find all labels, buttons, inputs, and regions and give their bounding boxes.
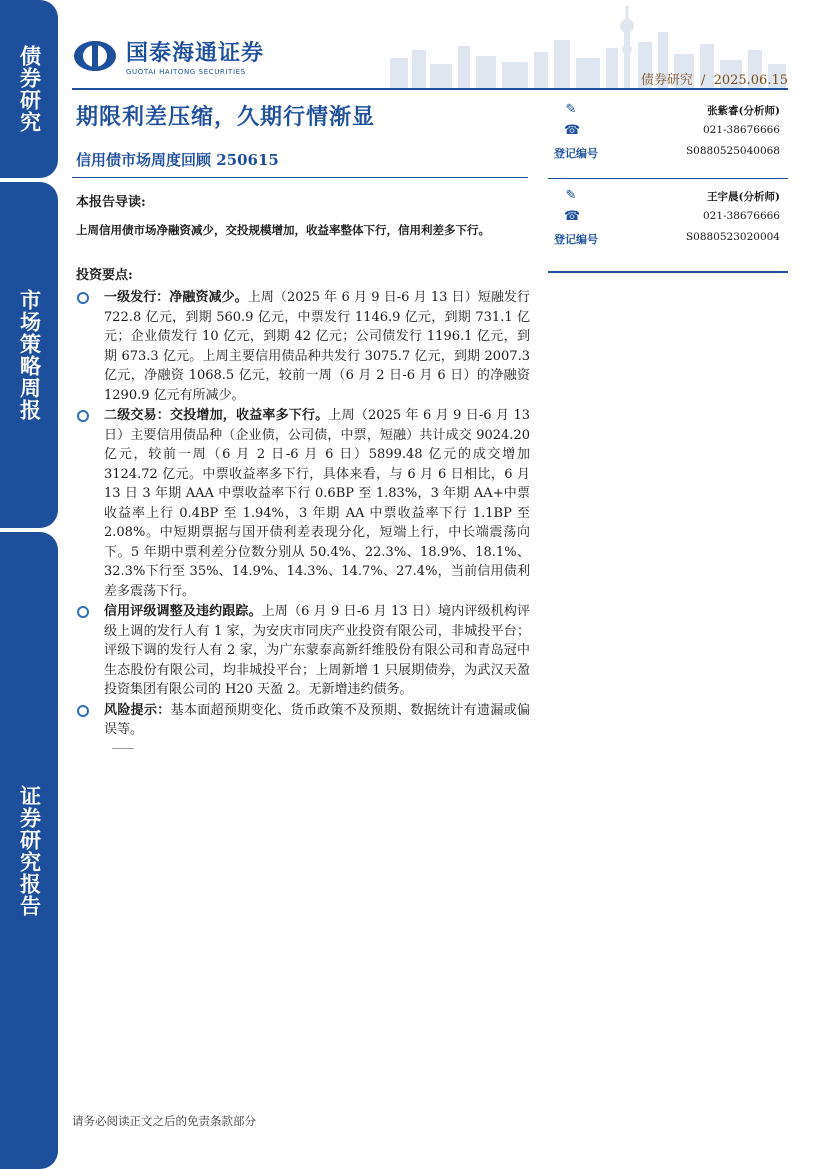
key-point-rating-default — [74, 602, 530, 700]
analyst-pen-icon: ✎ — [565, 188, 577, 203]
key-point-secondary-trading — [74, 406, 530, 601]
header-meta — [641, 69, 788, 88]
analyst-card-2 — [548, 189, 788, 252]
sidebar-tab-bond-research: 债券研究 — [0, 0, 58, 178]
analyst-phone: 021-38676666 — [702, 210, 780, 222]
analyst-pen-icon: ✎ — [565, 102, 577, 117]
registration-label: 登记编号 — [554, 233, 598, 246]
header-divider — [72, 88, 788, 90]
bullet-icon — [77, 606, 89, 618]
point-body: 上周（6 月 9 日-6 月 13 日）境内评级机构评级上调的发行人有 1 家，为安庆市同庆产业投资有限公司，非城投平台；评级下调的发行人有 2 家，为广东蒙泰高新纤维股份有限公司和青岛冠中生态股份有限公司，均非城投平台；上周新增 1 只展期债券，为武汉天盈投资集团有限公司的 H20 天盈 2。无新增违约债务。 — [104, 604, 530, 697]
key-points-list — [74, 288, 530, 741]
point-heading: 信用评级调整及违约跟踪。 — [104, 604, 262, 619]
analyst-name: 张紫睿(分析师) — [707, 105, 780, 117]
bullet-icon — [77, 410, 89, 422]
phone-icon: ☎ — [564, 209, 581, 224]
bullet-icon — [77, 292, 89, 304]
company-logo — [72, 36, 264, 76]
analyst-divider — [548, 178, 788, 179]
report-title: 期限利差压缩，久期行情渐显 — [76, 104, 376, 130]
key-point-risk-warning — [74, 701, 530, 740]
point-body: 上周（2025 年 6 月 9 日-6 月 13 日）主要信用债品种（企业债，公司债，中票，短融）共计成交 9024.20 亿元，较前一周（6 月 2 日-6 月 6 日）5899.48 亿元的成交增加 3124.72 亿元。中票收益率多下行，具体来看，与 6 月 6 日相比，6 月 13 日 3 年期 AAA 中票收益率下行 0.6BP 至 1.83%，3 年期 AA+中票收益率上行 0.4BP 至 1.94%，3 年期 AA 中票收益率下行 1.1BP 至 2.08%。中短期票据与国开债利差表现分化，短端上行，中长端震荡向下。5 年期中票利差分位数分别从 50.4%、22.3%、18.9%、18.1%、32.3%下行至 35%、14.9%、14.3%、14.7%、27.4%，当前信用债利差多震荡下行。 — [104, 408, 530, 599]
meta-separator: / — [701, 73, 706, 88]
decorative-rule — [112, 748, 134, 749]
report-subtitle: 信用债市场周度回顾 250615 — [76, 151, 279, 169]
subtitle-divider — [72, 177, 528, 178]
analyst-card-1 — [548, 103, 788, 166]
registration-number: S0880523020004 — [685, 231, 780, 243]
sidebar-tab-securities-research-report: 证券研究报告 — [0, 532, 58, 1169]
point-heading: 风险提示： — [104, 702, 171, 718]
report-date: 2025.06.15 — [713, 73, 788, 88]
analyst-panel-bottom-rule — [548, 271, 788, 273]
point-heading: 二级交易：交投增加，收益率多下行。 — [104, 408, 329, 423]
point-body: 上周（2025 年 6 月 9 日-6 月 13 日）短融发行 722.8 亿元，到期 560.9 亿元，中票发行 1146.9 亿元，到期 731.1 亿元；企业债发行 10 亿元，到期 42 亿元；公司债发行 1196.1 亿元，到期 673.3 亿元。上周主要信用债品种共发行 3075.7 亿元，到期 2007.3 亿元，净融资 1068.5 亿元，较前一周（6 月 2 日-6 月 6 日）的净融资 1290.9 亿元有所减少。 — [104, 290, 530, 403]
logo-mark-icon — [72, 39, 118, 73]
footer-disclaimer: 请务必阅读正文之后的免责条款部分 — [72, 1114, 256, 1128]
analyst-phone: 021-38676666 — [702, 124, 780, 136]
registration-number: S0880525040068 — [685, 145, 780, 157]
logo-text-en: GUOTAI HAITONG SECURITIES — [126, 68, 246, 76]
key-point-primary-issuance — [74, 288, 530, 405]
registration-label: 登记编号 — [554, 147, 598, 160]
guide-text: 上周信用债市场净融资减少，交投规模增加，收益率整体下行，信用利差多下行。 — [76, 223, 490, 237]
point-body: 基本面超预期变化、货币政策不及预期、数据统计有遗漏或偏误等。 — [104, 702, 530, 737]
sidebar-tab-market-strategy-weekly: 市场策略周报 — [0, 182, 58, 528]
logo-text-cn: 国泰海通证券 — [126, 41, 265, 66]
report-category: 债券研究 — [640, 73, 693, 88]
analyst-name: 王宇晨(分析师) — [707, 191, 780, 203]
phone-icon: ☎ — [564, 123, 581, 138]
key-points-heading: 投资要点: — [76, 268, 133, 283]
bullet-icon — [77, 705, 89, 717]
guide-heading: 本报告导读: — [76, 195, 146, 210]
point-heading: 一级发行：净融资减少。 — [104, 290, 248, 305]
